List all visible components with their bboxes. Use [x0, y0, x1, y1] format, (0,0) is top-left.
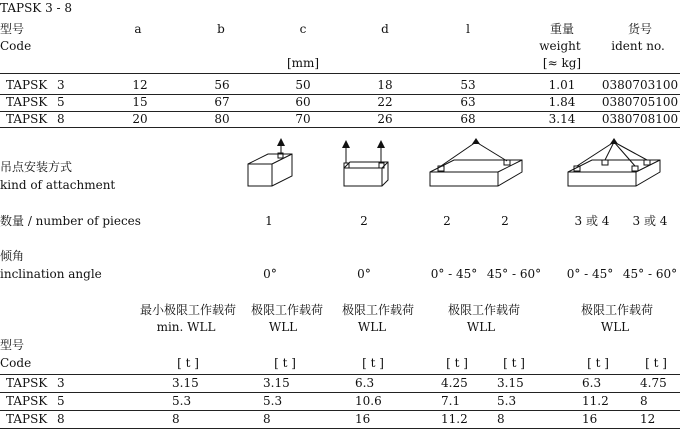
ident-header: ident no.	[611, 39, 665, 53]
row-weight: 1.01	[548, 78, 576, 92]
col-l-header: l	[466, 22, 470, 36]
inclination-label-cn: 倾角	[0, 249, 25, 263]
top-table-rule	[0, 73, 680, 74]
row-b: 67	[214, 95, 230, 109]
row-a: 12	[132, 78, 148, 92]
wll-group-cn: 极限工作载荷	[341, 303, 415, 317]
model-label-cn: 型号	[0, 338, 25, 352]
row-rule	[0, 410, 680, 411]
wll-group-cn: 极限工作载荷	[580, 303, 654, 317]
pieces-value: 3 或 4	[632, 214, 668, 228]
pieces-value: 2	[443, 214, 451, 228]
inclination-value: 0°	[357, 267, 371, 281]
ton-unit: [ t ]	[645, 356, 667, 370]
row-wll: 4.75	[640, 376, 667, 390]
row-a: 15	[132, 95, 148, 109]
row-name: TAPSK	[6, 412, 48, 426]
ton-unit: [ t ]	[587, 356, 609, 370]
wll-group-en: min. WLL	[156, 320, 216, 334]
row-wll: 3.15	[263, 376, 290, 390]
row-wll: 8	[640, 394, 648, 408]
row-d: 18	[377, 78, 393, 92]
row-wll: 16	[582, 412, 598, 426]
code-label: Code	[0, 356, 32, 370]
col-c-header: c	[299, 22, 307, 36]
col-b-header: b	[217, 22, 225, 36]
row-wll: 10.6	[355, 394, 382, 408]
ton-unit: [ t ]	[362, 356, 384, 370]
pieces-value: 2	[360, 214, 368, 228]
row-wll: 11.2	[582, 394, 609, 408]
attachment-label-cn: 吊点安装方式	[0, 160, 73, 174]
row-size: 8	[57, 112, 65, 126]
attachment-two-leg-sling-icon	[428, 138, 524, 190]
row-wll: 5.3	[497, 394, 517, 408]
row-c: 50	[295, 78, 311, 92]
row-rule	[0, 428, 680, 429]
pieces-label: 数量 / number of pieces	[0, 214, 141, 228]
inclination-value: 0° - 45°	[430, 267, 478, 281]
row-wll: 16	[355, 412, 371, 426]
inclination-value: 45° - 60°	[486, 267, 542, 281]
row-b: 80	[214, 112, 230, 126]
inclination-value: 0°	[263, 267, 277, 281]
row-wll: 8	[172, 412, 180, 426]
row-wll: 6.3	[582, 376, 602, 390]
row-d: 26	[377, 112, 393, 126]
row-rule	[0, 111, 680, 112]
row-l: 63	[460, 95, 476, 109]
row-a: 20	[132, 112, 148, 126]
pieces-value: 2	[501, 214, 509, 228]
inclination-value: 45° - 60°	[622, 267, 678, 281]
row-weight: 3.14	[548, 112, 576, 126]
wll-group-cn: 最小极限工作载荷	[139, 303, 237, 317]
attachment-label: kind of attachment	[0, 178, 116, 192]
row-wll: 8	[263, 412, 271, 426]
ton-unit: [ t ]	[503, 356, 525, 370]
row-wll: 3.15	[497, 376, 524, 390]
row-rule	[0, 94, 680, 95]
row-l: 53	[460, 78, 476, 92]
row-c: 70	[295, 112, 311, 126]
attachment-multi-leg-sling-icon	[566, 138, 662, 190]
row-wll: 6.3	[355, 376, 375, 390]
row-rule	[0, 392, 680, 393]
row-name: TAPSK	[6, 78, 48, 92]
row-ident: 0380705100	[601, 95, 679, 109]
row-ident: 0380708100	[601, 112, 679, 126]
wll-group-en: WLL	[268, 320, 298, 334]
page-title: TAPSK 3 - 8	[0, 1, 73, 15]
row-name: TAPSK	[6, 394, 48, 408]
row-size: 3	[57, 376, 65, 390]
model-label-cn: 型号	[0, 22, 25, 36]
row-rule	[0, 127, 680, 128]
weight-unit: [≈ kg]	[542, 56, 582, 70]
row-l: 68	[460, 112, 476, 126]
row-size: 5	[57, 95, 65, 109]
row-wll: 7.1	[441, 394, 461, 408]
row-wll: 4.25	[441, 376, 468, 390]
row-size: 5	[57, 394, 65, 408]
weight-header: weight	[539, 39, 581, 53]
col-d-header: d	[381, 22, 389, 36]
row-wll: 5.3	[263, 394, 283, 408]
row-ident: 0380703100	[601, 78, 679, 92]
row-b: 56	[214, 78, 230, 92]
ident-header-cn: 货号	[627, 22, 653, 36]
code-label: Code	[0, 39, 32, 53]
ton-unit: [ t ]	[177, 356, 199, 370]
row-name: TAPSK	[6, 112, 48, 126]
attachment-two-vertical-icon	[342, 138, 392, 190]
weight-header-cn: 重量	[549, 22, 575, 36]
ton-unit: [ t ]	[446, 356, 468, 370]
wll-group-cn: 极限工作载荷	[447, 303, 521, 317]
row-name: TAPSK	[6, 376, 48, 390]
row-weight: 1.84	[548, 95, 576, 109]
row-size: 8	[57, 412, 65, 426]
row-size: 3	[57, 78, 65, 92]
row-name: TAPSK	[6, 95, 48, 109]
inclination-label: inclination angle	[0, 267, 102, 281]
row-wll: 8	[497, 412, 505, 426]
wll-group-en: WLL	[466, 320, 496, 334]
attachment-single-point-icon	[246, 138, 306, 190]
col-a-header: a	[134, 22, 142, 36]
row-c: 60	[295, 95, 311, 109]
inclination-value: 0° - 45°	[566, 267, 614, 281]
pieces-value: 1	[265, 214, 273, 228]
ton-unit: [ t ]	[274, 356, 296, 370]
row-d: 22	[377, 95, 393, 109]
pieces-value: 3 或 4	[574, 214, 610, 228]
wll-group-en: WLL	[600, 320, 630, 334]
mm-unit: [mm]	[286, 56, 320, 70]
row-wll: 12	[640, 412, 656, 426]
wll-group-cn: 极限工作载荷	[250, 303, 324, 317]
row-wll: 3.15	[172, 376, 199, 390]
wll-group-en: WLL	[357, 320, 387, 334]
row-wll: 5.3	[172, 394, 192, 408]
bottom-table-rule	[0, 374, 680, 375]
row-wll: 11.2	[441, 412, 468, 426]
